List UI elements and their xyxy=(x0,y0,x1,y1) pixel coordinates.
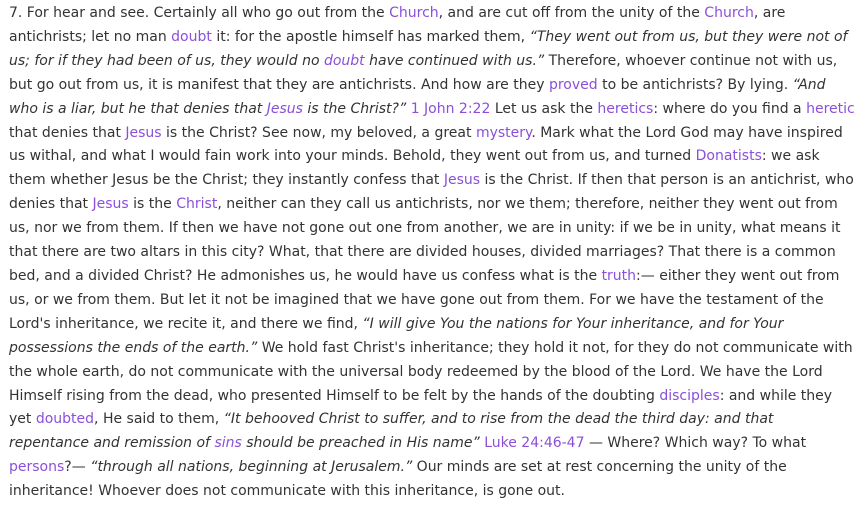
link-church[interactable]: Church xyxy=(704,5,754,21)
link-church[interactable]: Church xyxy=(389,5,439,21)
body-text: : and while they yet xyxy=(9,387,833,428)
body-text: :— either they went out from us, or we from them. But let it not be imagined that we have gone out from them. For we have the testament of the Lord's inheritance, we recite it, and there we find, xyxy=(9,267,840,332)
link-jesus[interactable]: Jesus xyxy=(266,100,303,117)
link-luke-24-46-47[interactable]: Luke 24:46-47 xyxy=(484,435,585,452)
body-text: is the xyxy=(128,196,177,213)
link-truth[interactable]: truth xyxy=(601,267,637,284)
link-jesus[interactable]: Jesus xyxy=(443,172,481,189)
link-sins[interactable]: sins xyxy=(214,435,242,452)
body-text: ?— xyxy=(64,459,91,476)
scripture-quote: “They went out from us, but they were not of us; for if they had been of us, they would no xyxy=(9,28,848,69)
scripture-quote: “through all nations, beginning at Jerusalem.” xyxy=(90,459,413,476)
body-text: Let us ask the xyxy=(490,100,598,117)
link-christ[interactable]: Christ xyxy=(176,196,218,213)
scripture-quote: should be preached in His name” xyxy=(241,435,480,452)
link-doubted[interactable]: doubted xyxy=(35,411,95,428)
body-text: 7. For hear and see. Certainly all who go out from the xyxy=(9,5,390,21)
scripture-quote: “It behooved Christ to suffer, and to rise from the dead the third day: and that repentance and remission of xyxy=(9,411,774,452)
scripture-quote: “And who is a liar, but he that denies that xyxy=(9,76,826,117)
scripture-quote: have continued with us.” xyxy=(364,52,545,69)
link-1-john-2-22[interactable]: 1 John 2:22 xyxy=(410,100,491,117)
link-donatists[interactable]: Donatists xyxy=(695,148,762,165)
body-text: . Mark what the Lord God may have inspired us withal, and what I would fain work into your minds. Behold, they went out from us, and turned xyxy=(9,124,843,165)
link-disciples[interactable]: disciples xyxy=(659,387,720,404)
body-text: Therefore, whoever continue not with us, but go out from us, it is manifest that they are antichrists. And how are they xyxy=(9,52,838,93)
scripture-quote: “I will give You the nations for Your inheritance, and for Your possessions the ends of the earth.” xyxy=(9,315,784,356)
body-text: We hold fast Christ's inheritance; they hold it not, for they do not communicate with the whole earth, do not communicate with the universal body redeemed by the blood of the Lord. We have the Lord Himself rising from the dead, who presented Himself to be felt by the hands of the doubting xyxy=(9,339,853,404)
link-doubt[interactable]: doubt xyxy=(323,52,365,69)
link-heretics[interactable]: heretics xyxy=(597,100,654,117)
link-heretic[interactable]: heretic xyxy=(806,100,855,117)
body-text: it: for the apostle himself has marked them, xyxy=(211,28,530,45)
link-jesus[interactable]: Jesus xyxy=(125,124,162,141)
body-text: , and are cut off from the unity of the xyxy=(438,5,705,21)
body-text: , He said to them, xyxy=(94,411,224,428)
body-text: , neither can they call us antichrists, nor we them; therefore, neither they went out from us, nor we from them. If then we have not gone out one from another, we are in unity: if we be in unity, what means it that there are two altars in this city? What, that there are divided houses, divided marriages? That there is a common bed, and a divided Christ? He admonishes us, he would have us confess what is the xyxy=(9,196,841,284)
body-text: to be antichrists? By lying. xyxy=(597,76,793,93)
body-text: that denies that xyxy=(9,124,126,141)
paragraph-7 xyxy=(9,2,857,504)
link-mystery[interactable]: mystery xyxy=(475,124,532,141)
link-proved[interactable]: proved xyxy=(548,76,598,93)
body-text: : where do you find a xyxy=(653,100,807,117)
scripture-quote: is the Christ?” xyxy=(302,100,407,117)
body-text: : we ask them whether Jesus be the Christ; they instantly confess that xyxy=(9,148,820,189)
body-text: — Where? Which way? To what xyxy=(584,435,807,452)
body-text: is the Christ? See now, my beloved, a great xyxy=(161,124,476,141)
body-text: is the Christ. If then that person is an antichrist, who denies that xyxy=(9,172,854,213)
body-text: Our minds are set at rest concerning the unity of the inheritance! Whoever does not communicate with this inheritance, is gone out. xyxy=(9,459,787,500)
link-doubt[interactable]: doubt xyxy=(171,28,212,45)
body-text: , are antichrists; let no man xyxy=(9,5,786,45)
link-persons[interactable]: persons xyxy=(9,459,65,476)
link-jesus[interactable]: Jesus xyxy=(92,196,129,213)
